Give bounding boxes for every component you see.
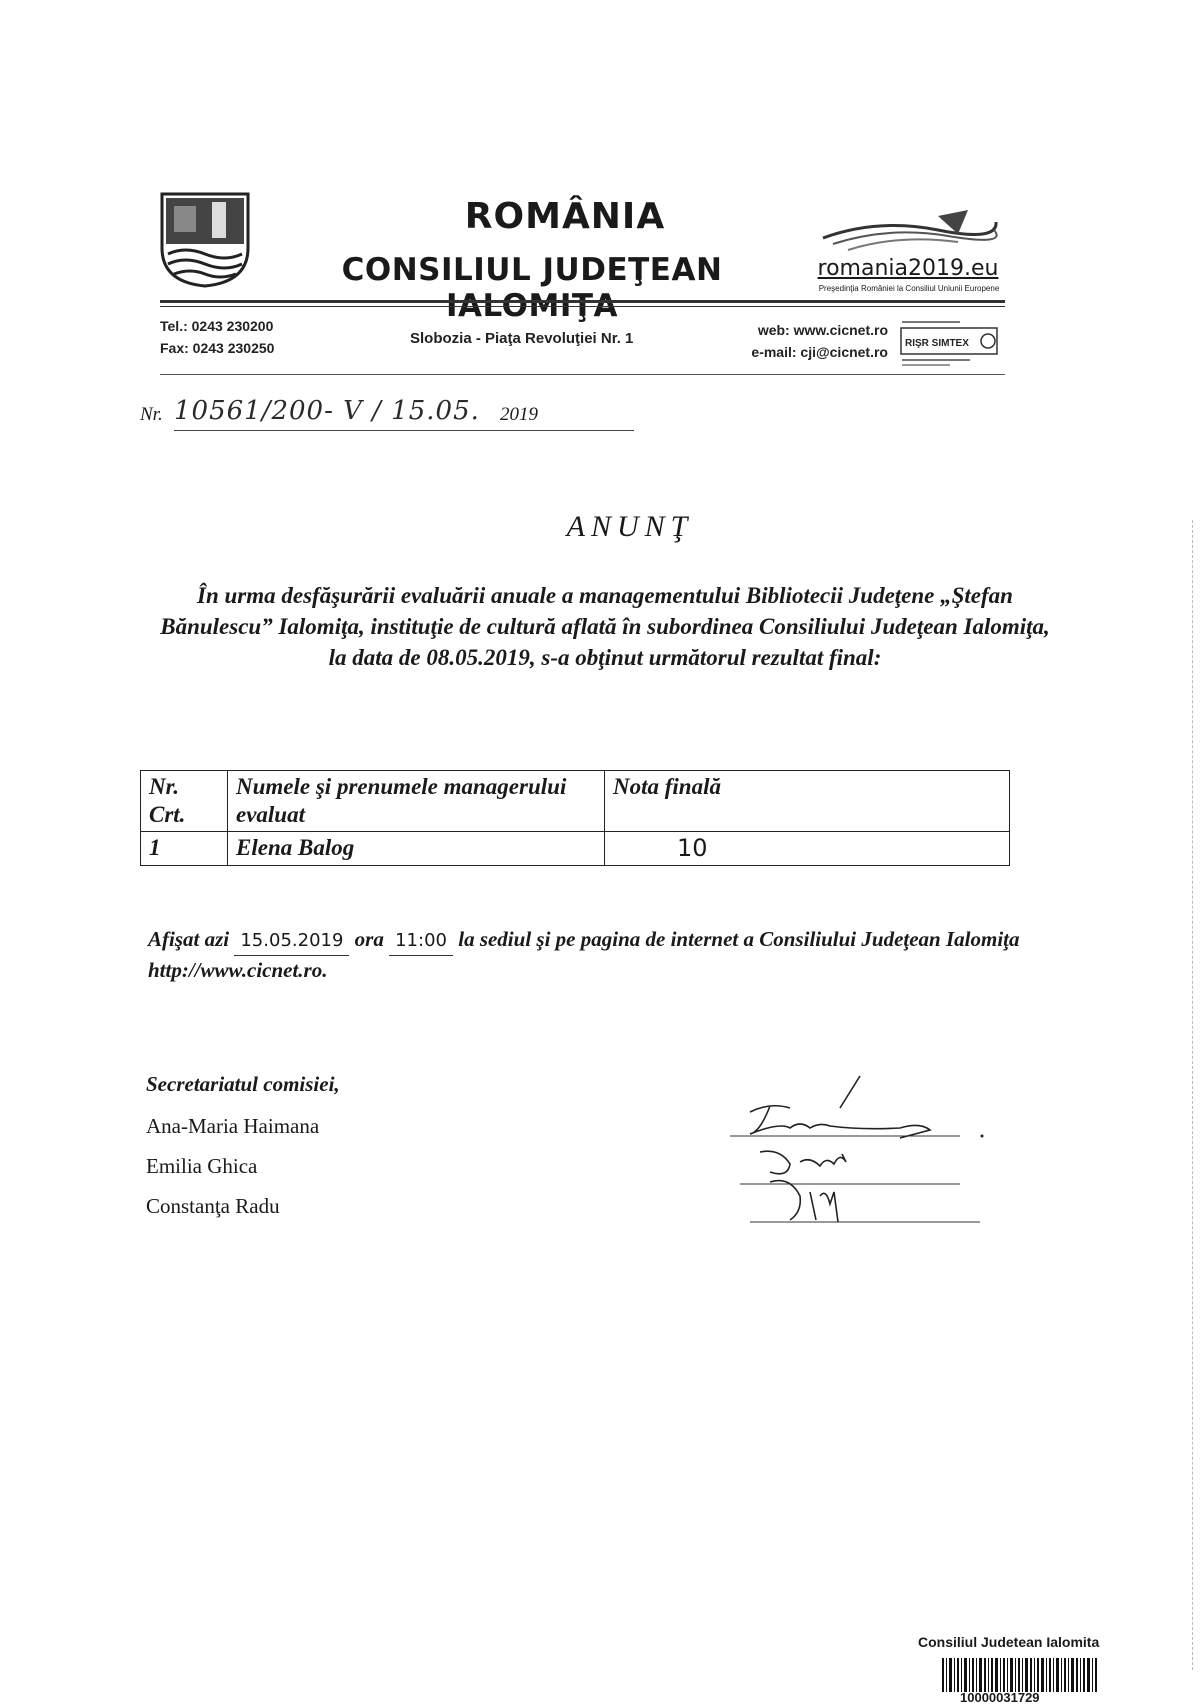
posted-suffix: la sediul şi pe pagina de internet a Consiliului Judeţean Ialomiţa http://www.cicnet.ro. [148,927,1020,982]
posted-prefix: Afişat azi [148,927,230,951]
registry-stamp-organization: Consiliul Judetean Ialomita [918,1634,1100,1650]
table-header-row [141,771,1010,832]
registration-prefix: Nr. [140,404,163,425]
cert-label: RIŞR SIMTEX [905,338,969,349]
header-name: Numele şi prenumele managerului evaluat [228,771,605,832]
address: Slobozia - Piaţa Revoluţiei Nr. 1 [410,330,634,347]
scan-margin-artifact [1192,520,1193,1670]
header-rule [160,300,1005,303]
announcement-body: În urma desfăşurării evaluării anuale a managementului Bibliotecii Judeţene „Ştefan Bănulescu” Ialomiţa, instituţie de cultură aflată în subordinea Consiliului Judeţean Ialomiţa, la data de 08.05.2019, s-a obţinut următorul rezultat final: [160,583,1050,670]
presidency-logo-text: romania2019.eu [817,256,999,281]
table-row [141,832,1010,866]
county-coat-of-arms [160,192,250,288]
posted-hour: 11:00 [389,927,453,956]
country-heading: ROMÂNIA [464,196,666,237]
certification-seal [900,318,998,368]
registry-barcode [940,1656,1100,1694]
institution-heading: CONSILIUL JUDEŢEAN IALOMIŢA [341,252,723,324]
header-grade: Nota finală [605,771,1010,832]
handwritten-signatures [730,1072,990,1242]
posted-date: 15.05.2019 [234,927,349,956]
header-nr: Nr. Crt. [141,771,228,832]
registration-handwritten: 10561/200- V / 15.05. [174,396,480,426]
fax-number: Fax: 0243 230250 [160,340,275,356]
posting-notice [148,925,1068,984]
secretariat-member: Ana-Maria Haimana [146,1114,320,1138]
row-nr: 1 [141,832,228,866]
posted-hour-label: ora [354,927,384,951]
secretariat-title: Secretariatul comisiei, [146,1072,340,1096]
row-grade: 10 [677,834,708,862]
row-name: Elena Balog [228,832,605,866]
secretariat-member: Emilia Ghica [146,1154,258,1178]
header-bottom-rule [160,374,1005,375]
registration-year: 2019 [500,404,538,425]
registration-number [140,396,660,436]
barcode-number: 10000031729 [960,1690,1040,1705]
email-address: e-mail: cji@cicnet.ro [751,344,888,360]
presidency-subtitle: Preşedinţia României la Consiliul Uniunii Europene [818,284,1000,293]
phone-number: Tel.: 0243 230200 [160,318,274,334]
presidency-logo [818,208,998,254]
results-table [140,770,1010,866]
secretariat-member: Constanţa Radu [146,1194,280,1218]
header-rule-thin [160,306,1005,307]
website: web: www.cicnet.ro [757,322,888,338]
announcement-title: ANUNŢ [566,510,694,543]
registration-underline [174,430,634,431]
row-grade-cell [605,832,1010,866]
